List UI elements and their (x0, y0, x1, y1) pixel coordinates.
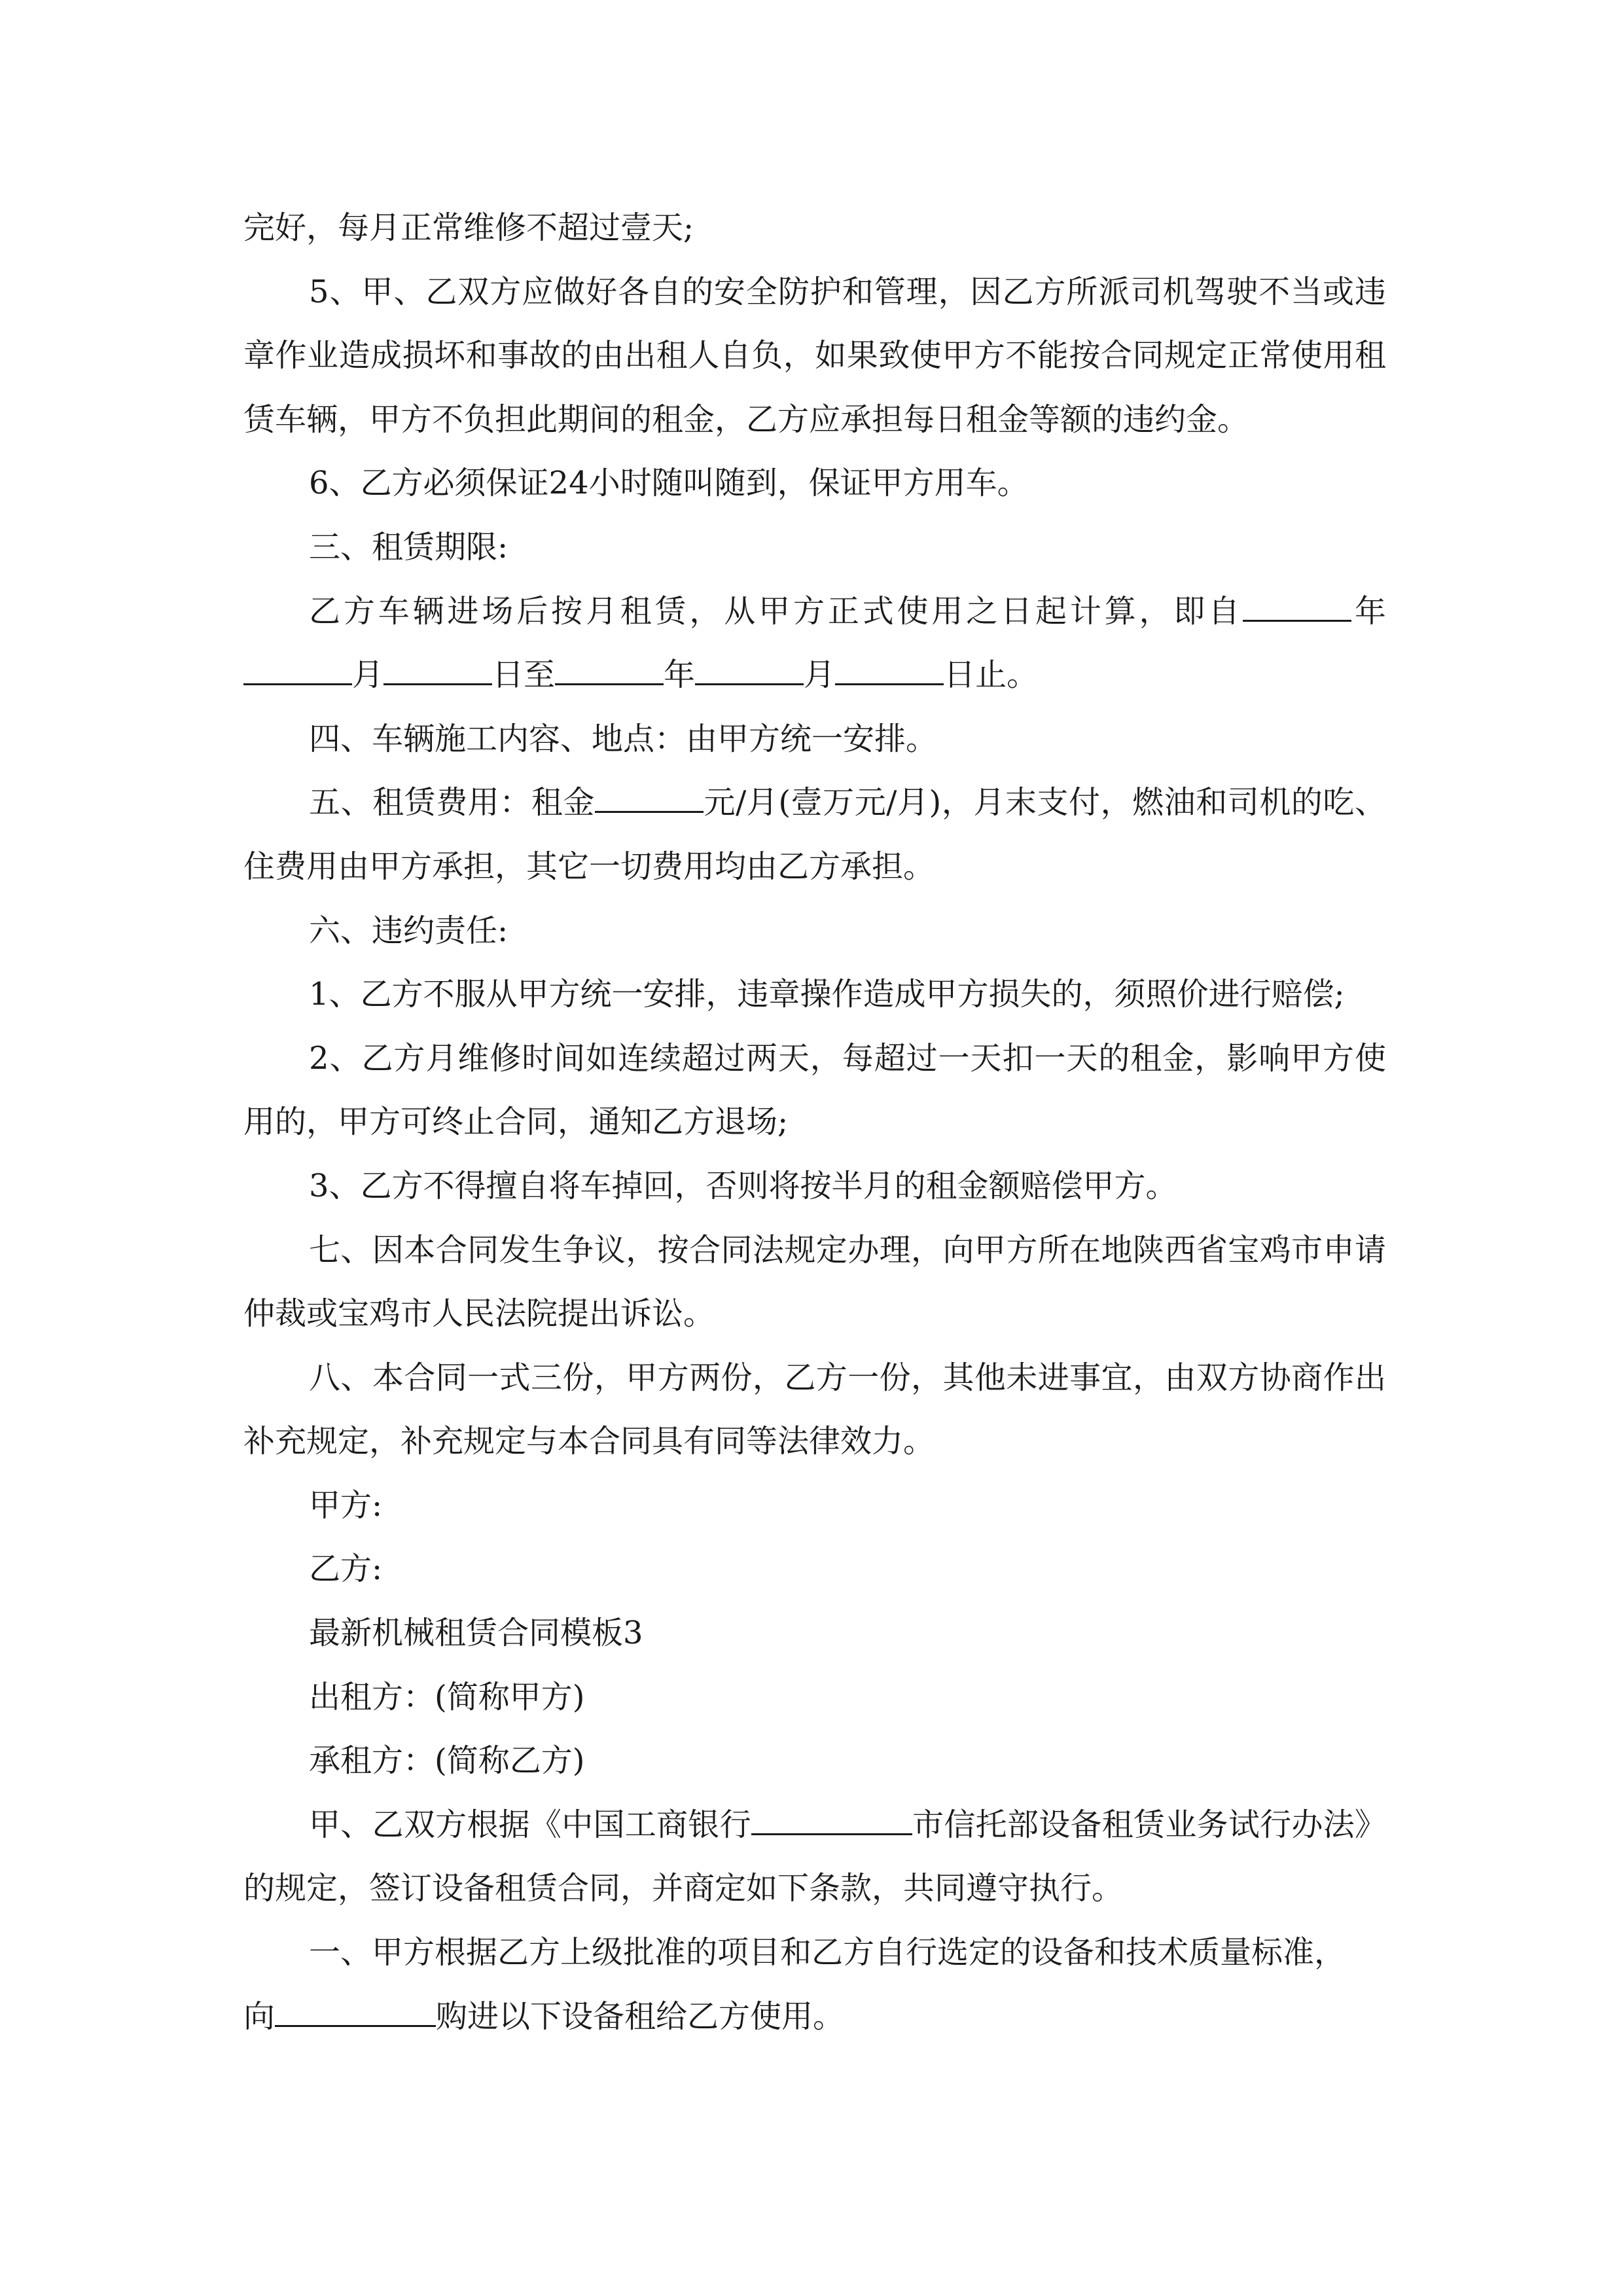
section-7: 七、因本合同发生争议，按合同法规定办理，向甲方所在地陕西省宝鸡市申请仲裁或宝鸡市人民法院提出诉讼。 (243, 1231, 1386, 1333)
section-4: 四、车辆施工内容、地点：由甲方统一安排。 (309, 720, 938, 757)
party-b-signature: 乙方: (309, 1551, 383, 1588)
party-a-signature: 甲方: (309, 1486, 383, 1524)
article-1-text-a: 向 (243, 1998, 276, 2035)
clause-5: 5、甲、乙双方应做好各自的安全防护和管理，因乙方所派司机驾驶不当或违章作业造成损坏和事故的由出租人自负，如果致使甲方不能按合同规定正常使用租赁车辆，甲方不负担此期间的租金，乙方应承担每日租金等额的违约金。 (243, 273, 1386, 438)
article-1-continuation (243, 1985, 1386, 2049)
paragraph-continuation: 完好，每月正常维修不超过壹天; (243, 209, 694, 246)
section-8: 八、本合同一式三份，甲方两份，乙方一份，其他未进事宜，由双方协商作出补充规定，补充规定与本合同具有同等法律效力。 (243, 1359, 1386, 1460)
lease-term-text-d: 日至 (492, 656, 556, 694)
lessor-line: 出租方：(简称甲方) (309, 1678, 585, 1715)
breach-item-3: 3、乙方不得擅自将车掉回，否则将按半月的租金额赔偿甲方。 (309, 1167, 1177, 1204)
rent-text-b: 元/月(壹万元/月)，月末支付，燃油和司机的吃、住费用由甲方承担，其它一切费用均由乙方承担。 (243, 784, 1386, 885)
article-1: 一、甲方根据乙方上级批准的项目和乙方自行选定的设备和技术质量标准， (309, 1934, 1346, 1971)
bank-city-blank[interactable] (751, 1794, 912, 1835)
preamble-paragraph (243, 1793, 1386, 1921)
document-body (243, 196, 1386, 2049)
lessee-line: 承租方：(简称乙方) (309, 1742, 585, 1780)
preamble-text-b: 市信托部设备租赁业务试行办法》的规定，签订设备租赁合同，并商定如下条款，共同遵守执行。 (243, 1806, 1386, 1907)
rent-text-a: 五、租赁费用：租金 (309, 784, 595, 821)
lease-term-text-b: 年 (1351, 592, 1386, 630)
section-3-heading: 三、租赁期限: (309, 528, 508, 565)
lease-term-text-f: 月 (804, 656, 836, 694)
supplier-blank[interactable] (275, 1986, 436, 2027)
template-title: 最新机械租赁合同模板3 (309, 1615, 643, 1652)
start-day-blank[interactable] (383, 644, 492, 685)
lease-term-text-g: 日止。 (944, 656, 1039, 694)
lease-term-text-c: 月 (352, 656, 384, 694)
start-year-blank[interactable] (1243, 581, 1351, 622)
lease-term-text-a: 乙方车辆进场后按月租赁，从甲方正式使用之日起计算，即自 (309, 592, 1243, 630)
lease-term-text-e: 年 (664, 656, 696, 694)
end-month-blank[interactable] (695, 644, 804, 685)
breach-item-2: 2、乙方月维修时间如连续超过两天，每超过一天扣一天的租金，影响甲方使用的，甲方可终止合同，通知乙方退场; (243, 1039, 1386, 1141)
breach-item-1: 1、乙方不服从甲方统一安排，违章操作造成甲方损失的，须照价进行赔偿; (309, 976, 1345, 1013)
clause-6: 6、乙方必须保证24小时随叫随到，保证甲方用车。 (309, 465, 1029, 502)
end-year-blank[interactable] (555, 644, 664, 685)
section-5-rent (243, 771, 1386, 899)
lease-term-paragraph (243, 580, 1386, 708)
article-1-text-b: 购进以下设备租给乙方使用。 (436, 1998, 845, 2035)
preamble-text-a: 甲、乙双方根据《中国工商银行 (309, 1806, 751, 1843)
rent-amount-blank[interactable] (595, 772, 704, 813)
start-month-blank[interactable] (243, 644, 352, 685)
end-day-blank[interactable] (835, 644, 944, 685)
section-6-heading: 六、违约责任: (309, 912, 508, 949)
